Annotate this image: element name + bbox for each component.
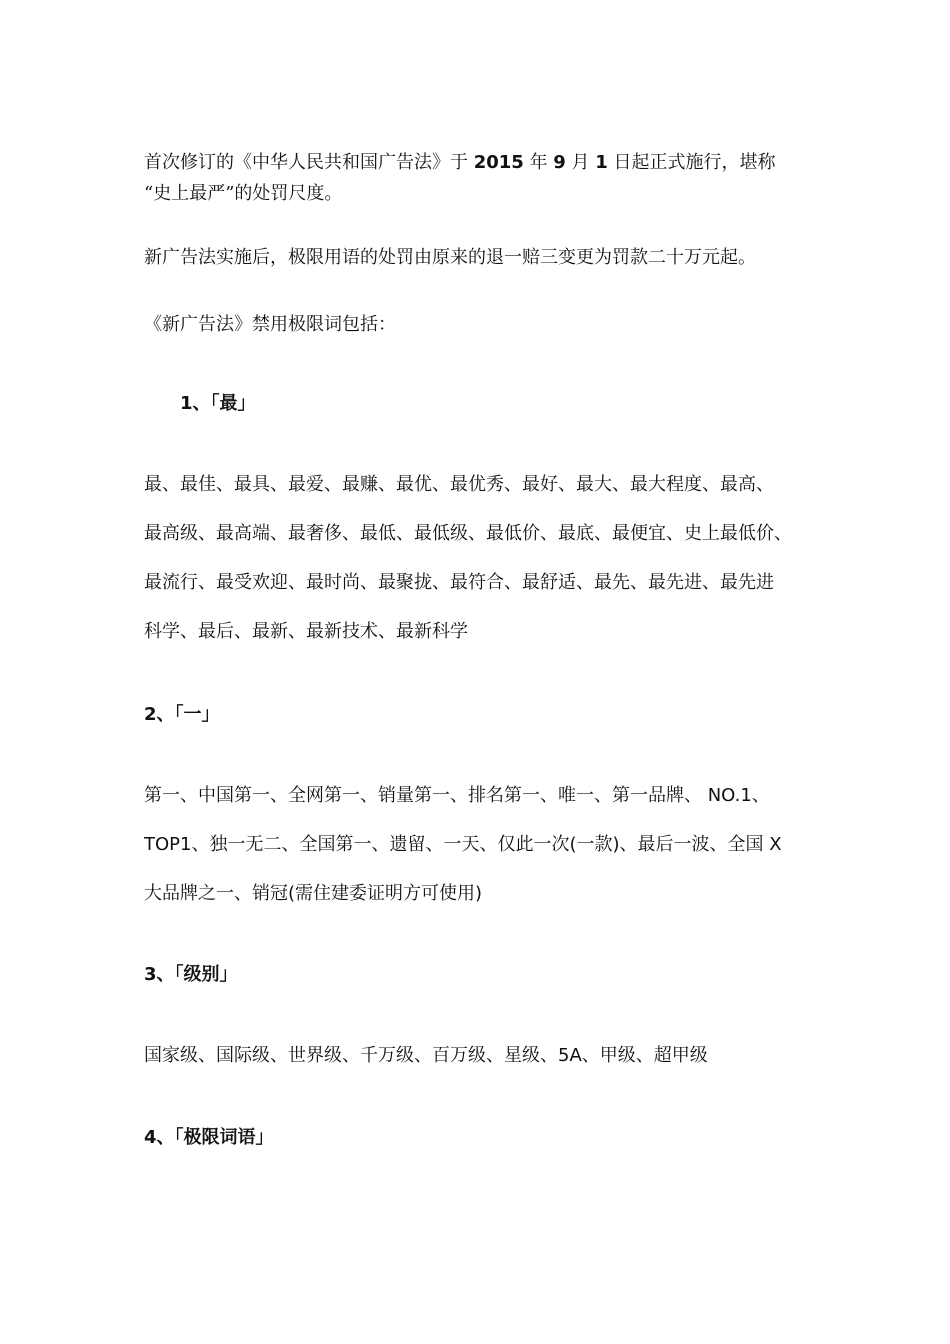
section-body-2: [144, 771, 812, 918]
intro-line-1: [144, 147, 812, 178]
section-2-line: TOP1、独一无二、全国第一、遗留、一天、仅此一次(一款)、最后一波、全国 X: [144, 834, 782, 855]
section-1-line: 科学、最后、最新、最新技术、最新科学: [144, 621, 468, 642]
intro-year: 2015: [473, 152, 524, 173]
section-heading-1: 1、「最」: [180, 393, 256, 414]
section-body-3: [144, 1031, 812, 1080]
intro-line-2: “史上最严”的处罚尺度。: [144, 183, 343, 204]
section-heading-2: 2、「一」: [144, 704, 220, 725]
section-1-line: 最、最佳、最具、最爱、最赚、最优、最优秀、最好、最大、最大程度、最高、: [144, 474, 774, 495]
intro-paragraph-2: 新广告法实施后，极限用语的处罚由原来的退一赔三变更为罚款二十万元起。: [144, 247, 756, 268]
section-heading-3: 3、「级别」: [144, 964, 238, 985]
section-2-line: 大品牌之一、销冠(需住建委证明方可使用): [144, 883, 483, 904]
section-2-line: 第一、中国第一、全网第一、销量第一、排名第一、唯一、第一品牌、 NO.1、: [144, 785, 770, 806]
intro-text-b: 年: [523, 152, 554, 173]
section-1-line: 最流行、最受欢迎、最时尚、最聚拢、最符合、最舒适、最先、最先进、最先进: [144, 572, 774, 593]
intro-month: 9: [553, 152, 566, 173]
intro-day: 1: [595, 152, 608, 173]
intro-text-a: 首次修订的《中华人民共和国广告法》于: [144, 152, 474, 173]
section-body-1: [144, 460, 812, 656]
intro-paragraph-1: [144, 147, 812, 209]
intro-paragraph-3: 《新广告法》禁用极限词包括：: [144, 314, 396, 335]
intro-text-c: 月: [565, 152, 596, 173]
section-1-line: 最高级、最高端、最奢侈、最低、最低级、最低价、最底、最便宜、史上最低价、: [144, 523, 792, 544]
section-3-line: 国家级、国际级、世界级、千万级、百万级、星级、5A、甲级、超甲级: [144, 1045, 708, 1066]
section-heading-4: 4、「极限词语」: [144, 1127, 274, 1148]
intro-text-d: 日起正式施行，堪称: [607, 152, 776, 173]
